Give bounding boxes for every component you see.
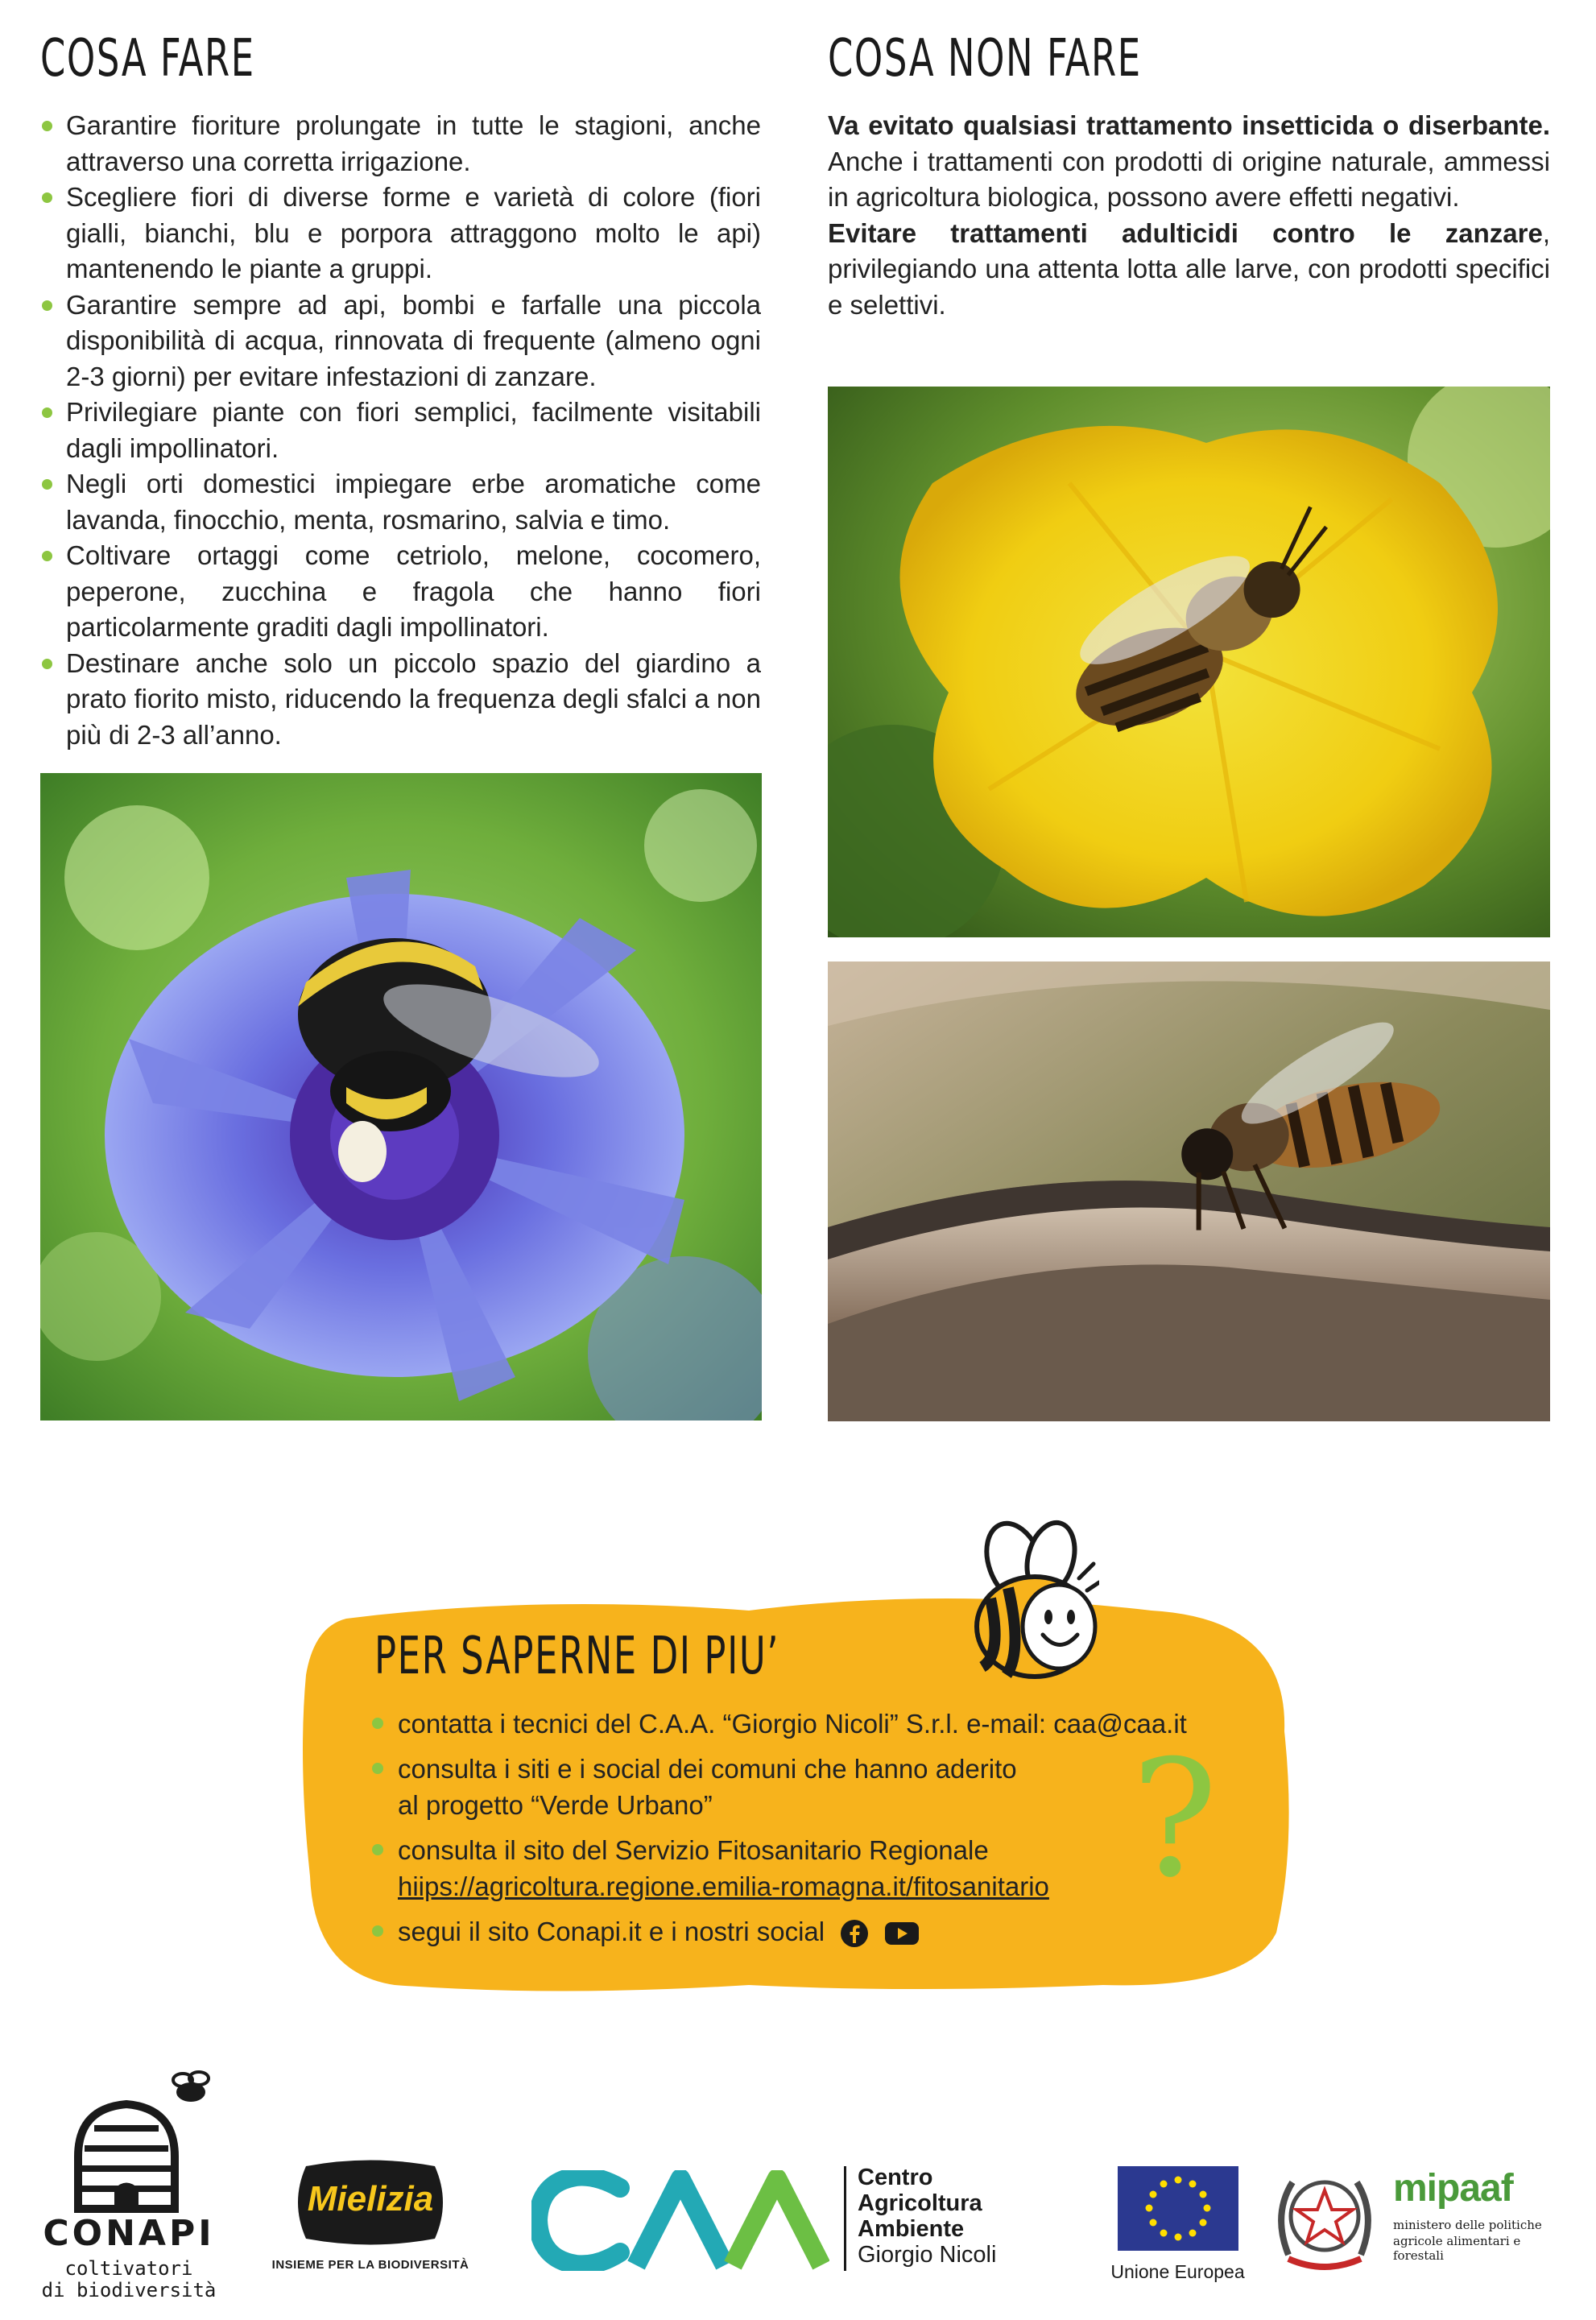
smiling-bee-icon [958, 1514, 1099, 1683]
caa-mark-label [531, 2158, 532, 2159]
conapi-logo [36, 2068, 221, 2301]
mielizia-logo [270, 2158, 471, 2287]
cosa-fare-list [40, 108, 761, 753]
eu-label: Unione Europea [1110, 2261, 1245, 2282]
list-item: Scegliere fiori di diverse forme e varietà di colore (fiori gialli, bianchi, blu e porpora attraggono molto le api) mantenendo le piante a gruppi. [40, 180, 761, 287]
list-item: Garantire sempre ad api, bombi e farfalle una piccola disponibilità di acqua, rinnovata di frequente (almeno ogni 2-3 giorni) per evitare infestazioni di zanzare. [40, 287, 761, 395]
bumblebee-cornflower-photo [40, 773, 762, 1421]
caa-text-line: Ambiente [858, 2216, 965, 2242]
paragraph-text: Anche i trattamenti con prodotti di origine naturale, ammessi in agricoltura biologica, possono avere effetti negativi. [828, 146, 1550, 212]
caa-text [858, 2165, 996, 2268]
list-item: Negli orti domestici impiegare erbe aromatiche come lavanda, finocchio, menta, rosmarino, salvia e timo. [40, 466, 761, 538]
list-item: Privilegiare piante con fiori semplici, facilmente visitabili dagli impollinatori. [40, 395, 761, 466]
cosa-non-fare-heading: COSA NON FARE [828, 29, 1142, 89]
paragraph-bold: Va evitato qualsiasi trattamento insetticida o diserbante. [828, 110, 1550, 140]
facebook-icon[interactable] [840, 1919, 869, 1948]
republic-emblem-icon [1272, 2158, 1377, 2279]
conapi-name: CONAPI [43, 2213, 215, 2254]
mielizia-tagline: INSIEME PER LA BIODIVERSITÀ [271, 2258, 469, 2272]
item-line: al progetto “Verde Urbano” [398, 1790, 713, 1820]
list-item: Coltivare ortaggi come cetriolo, melone, cocomero, peperone, zucchina e fragola che hanno fiori particolarmente graditi dagli impollinatori. [40, 538, 761, 646]
italian-emblem [1272, 2158, 1377, 2279]
list-item: Destinare anche solo un piccolo spazio del giardino a prato fiorito misto, riducendo la frequenza degli sfalci a non più di 2-3 all’anno. [40, 646, 761, 754]
conapi-tagline-1: coltivatori [64, 2257, 193, 2280]
mipaaf-tagline-2: agricole alimentari e forestali [1393, 2234, 1521, 2263]
item-line: consulta i siti e i social dei comuni che hanno aderito [398, 1754, 1017, 1784]
eu-flag-icon [1118, 2166, 1238, 2251]
mipaaf-tagline-1: ministero delle politiche [1393, 2218, 1542, 2232]
mipaaf-name: mipaaf [1393, 2167, 1513, 2210]
question-mark-icon: ? [1131, 1726, 1218, 1913]
info-box [298, 1586, 1296, 1997]
caa-text-line: Centro [858, 2165, 933, 2190]
list-item [370, 1832, 1192, 1904]
paragraph-bold: Evitare trattamenti adulticidi contro le zanzare [828, 217, 1543, 248]
info-heading: PER SAPERNE DI PIU’ [374, 1627, 780, 1686]
conapi-tagline-2: di biodiversità [41, 2279, 217, 2301]
cosa-fare-heading: COSA FARE [40, 29, 255, 89]
caa-logo [531, 2158, 1031, 2279]
item-line: segui il sito Conapi.it e i nostri social [398, 1917, 825, 1946]
info-list [370, 1706, 1192, 1958]
caa-divider [844, 2166, 846, 2271]
caa-text-line: Giorgio Nicoli [858, 2242, 997, 2268]
paragraph-mosquito [828, 216, 1550, 324]
list-item: Garantire fioriture prolungate in tutte le stagioni, anche attraverso una corretta irrigazione. [40, 108, 761, 180]
paragraph-insecticide [828, 108, 1550, 216]
eu-logo [1103, 2166, 1252, 2287]
caa-text-line: Agricoltura [858, 2190, 982, 2216]
item-line: consulta il sito del Servizio Fitosanitario Regionale [398, 1835, 989, 1865]
bee-yellow-flower-photo [828, 387, 1550, 937]
mipaaf-logo [1393, 2166, 1562, 2263]
youtube-icon[interactable] [884, 1919, 920, 1948]
paragraph-text: , privilegiando una attenta lotta alle larve, con prodotti specifici e selettivi. [828, 217, 1550, 320]
bee-drinking-photo [828, 961, 1550, 1421]
list-item: contatta i tecnici del C.A.A. “Giorgio Nicoli” S.r.l. e-mail: caa@caa.it [370, 1706, 1192, 1742]
mielizia-name: Mielizia [307, 2179, 434, 2219]
list-item [370, 1751, 1192, 1823]
beehive-icon [70, 2068, 215, 2213]
caa-mark [531, 2170, 829, 2271]
list-item [370, 1913, 1192, 1950]
cosa-non-fare-text [828, 108, 1550, 323]
fitosanitario-link[interactable]: hiips://agricoltura.regione.emilia-romagna.it/fitosanitario [398, 1871, 1049, 1901]
